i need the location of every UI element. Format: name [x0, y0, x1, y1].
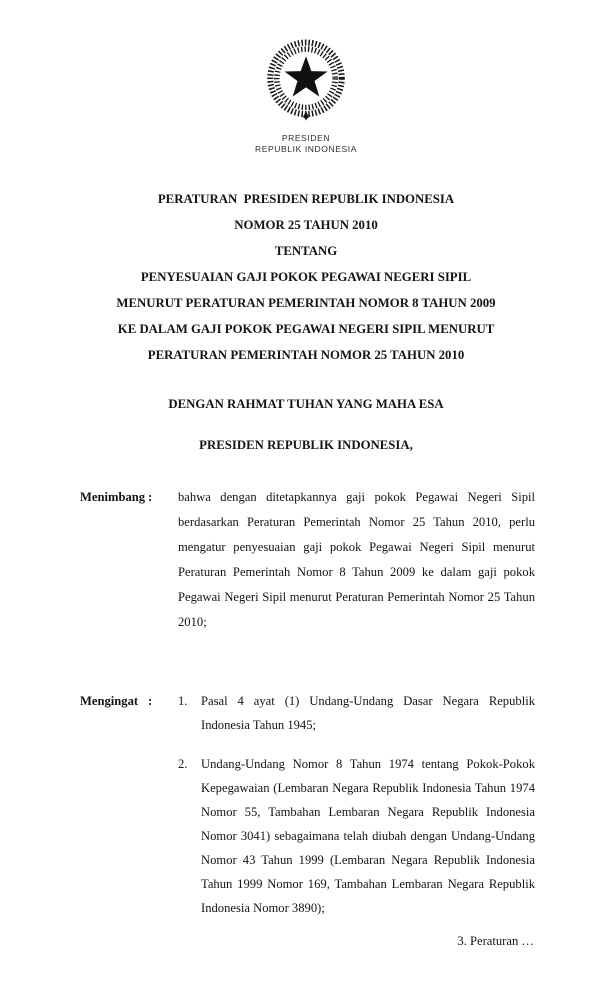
menimbang-label: Menimbang	[80, 490, 146, 504]
mengingat-section	[0, 689, 612, 920]
menimbang-colon: :	[148, 490, 153, 504]
mengingat-item-1-text: Pasal 4 ayat (1) Undang-Undang Dasar Negara Republik Indonesia Tahun 1945;	[201, 694, 535, 732]
letterhead-line-presiden: PRESIDEN	[281, 133, 331, 143]
letterhead-text	[255, 133, 357, 154]
page-catchword: 3. Peraturan …	[457, 934, 534, 948]
mengingat-colon: :	[148, 694, 153, 708]
issuer-line: PRESIDEN REPUBLIK INDONESIA,	[199, 438, 413, 452]
invocation-line: DENGAN RAHMAT TUHAN YANG MAHA ESA	[168, 397, 444, 411]
title-line-6: KE DALAM GAJI POKOK PEGAWAI NEGERI SIPIL MENURUT	[117, 322, 495, 336]
mengingat-item-2-text: Undang-Undang Nomor 8 Tahun 1974 tentang Pokok-Pokok Kepegawaian (Lembaran Negara Republik Indonesia Tahun 1974 Nomor 55, Tambahan Lembaran Negara Republik Indonesia Nomor 3041) sebagaimana telah diubah dengan Undang-Undang Nomor 43 Tahun 1999 (Lembaran Negara Republik Indonesia Tahun 1999 Nomor 169, Tambahan Lembaran Negara Republik Indonesia Nomor 3890);	[201, 757, 535, 915]
mengingat-item-1-number: 1.	[178, 694, 188, 708]
regulation-title	[0, 186, 612, 368]
title-line-7: PERATURAN PEMERINTAH NOMOR 25 TAHUN 2010	[147, 348, 465, 362]
letterhead	[0, 0, 612, 154]
presidential-seal-icon	[259, 36, 353, 130]
title-line-1: PERATURAN PRESIDEN REPUBLIK INDONESIA	[157, 192, 455, 206]
menimbang-section	[0, 485, 612, 635]
mengingat-item-2	[178, 752, 535, 920]
title-line-5: MENURUT PERATURAN PEMERINTAH NOMOR 8 TAHUN 2009	[116, 296, 496, 310]
letterhead-line-republik: REPUBLIK INDONESIA	[255, 143, 357, 154]
title-line-2: NOMOR 25 TAHUN 2010	[234, 218, 378, 232]
title-line-4: PENYESUAIAN GAJI POKOK PEGAWAI NEGERI SIPIL	[140, 270, 472, 284]
mengingat-label: Mengingat	[80, 694, 139, 708]
menimbang-text: bahwa dengan ditetapkannya gaji pokok Pegawai Negeri Sipil berdasarkan Peraturan Pemerintah Nomor 25 Tahun 2010, perlu mengatur penyesuaian gaji pokok Pegawai Negeri Sipil menurut Peraturan Pemerintah Nomor 8 Tahun 2009 ke dalam gaji pokok Pegawai Negeri Sipil menurut Peraturan Pemerintah Nomor 25 Tahun 2010;	[178, 490, 535, 629]
mengingat-item-1	[178, 689, 535, 737]
title-line-3: TENTANG	[274, 244, 338, 258]
mengingat-item-2-number: 2.	[178, 757, 188, 771]
